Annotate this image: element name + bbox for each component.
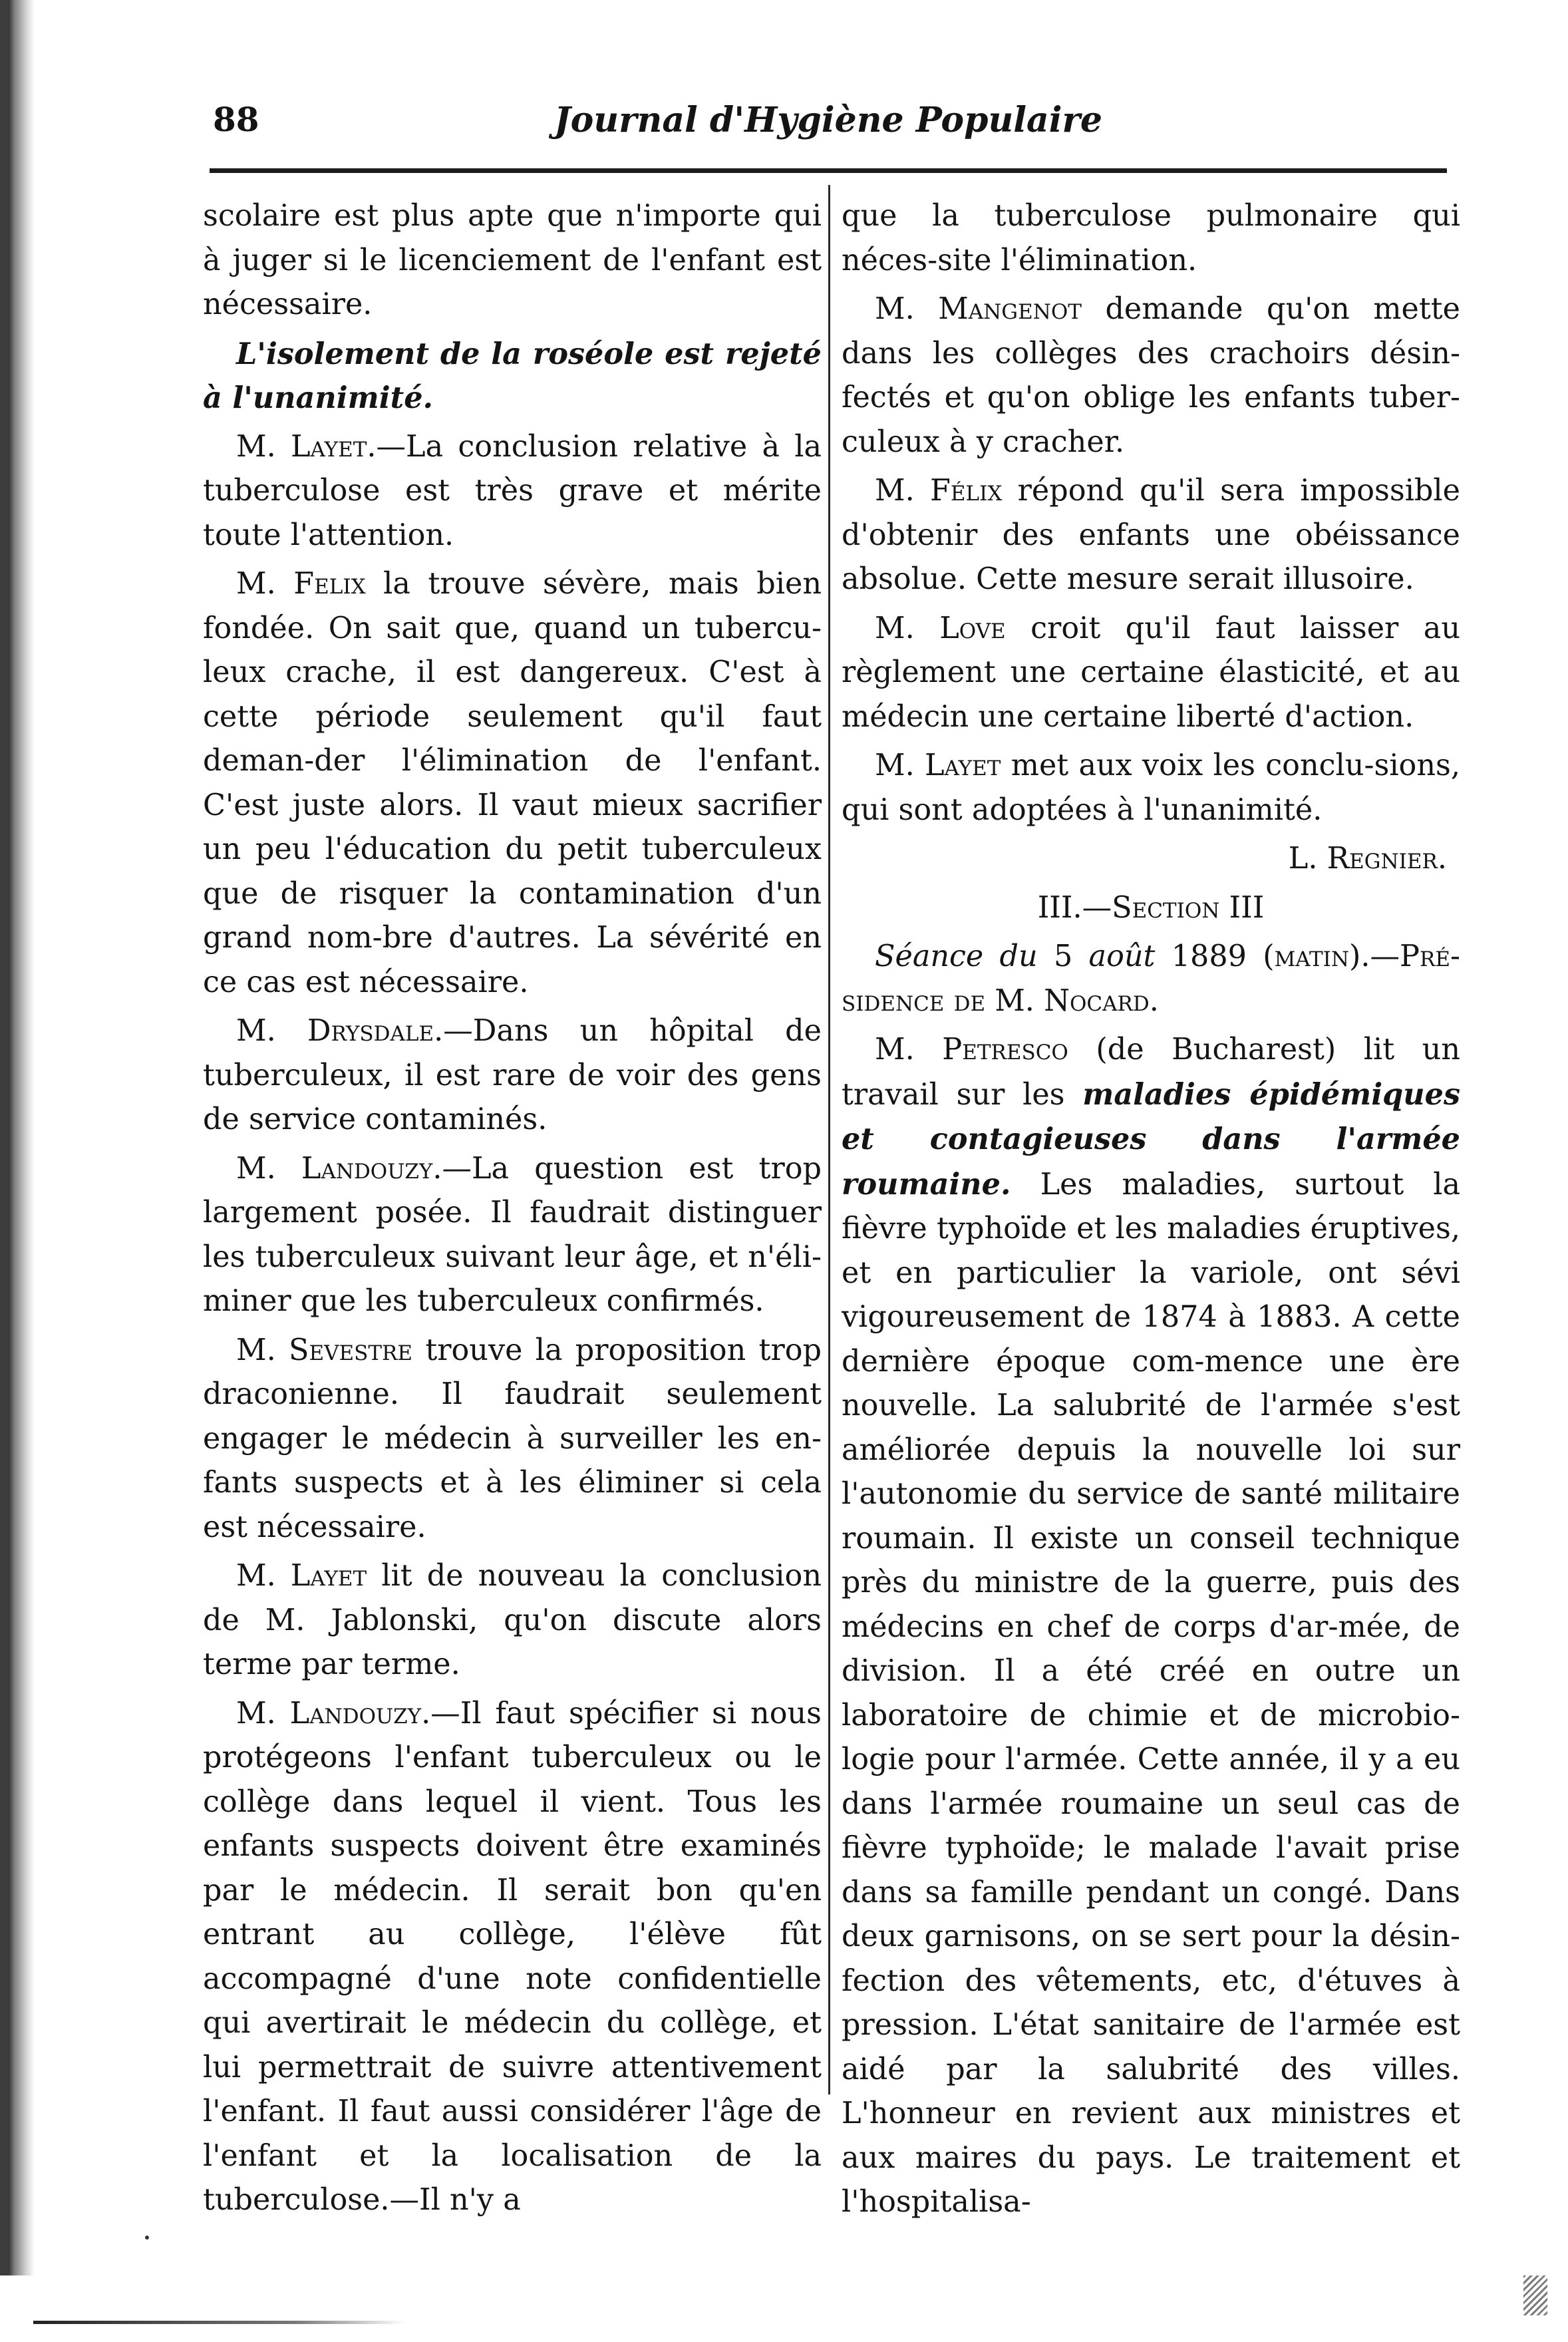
speaker-name: M. Mangenot bbox=[875, 292, 1082, 326]
speaker-name: M. Layet. bbox=[236, 429, 377, 464]
speaker-name: M. Love bbox=[875, 611, 1006, 645]
page-number: 88 bbox=[213, 100, 259, 139]
paragraph: M. Layet lit de nouveau la conclusion de M. Jablonski, qu'on discute alors terme par terme. bbox=[203, 1559, 822, 1681]
scan-corner-mark bbox=[1523, 2275, 1547, 2315]
scan-footer-stroke bbox=[33, 2321, 406, 2324]
speaker-name: M. Petresco bbox=[875, 1033, 1068, 1067]
paragraph: M. Layet met aux voix les conclu-sions, qui sont adoptées à l'unanimité. bbox=[842, 749, 1460, 827]
right-column bbox=[842, 194, 1460, 2230]
running-title: Journal d'Hygiène Populaire bbox=[554, 100, 1102, 140]
signature: L. Regnier. bbox=[1288, 842, 1447, 876]
paragraph: M. Love croit qu'il faut laisser au règlement une certaine élasticité, et au médecin une certaine liberté d'action. bbox=[842, 611, 1460, 734]
page-header bbox=[200, 100, 1457, 153]
paragraph: M. Petresco (de Bucharest) lit un travail sur les maladies épidémiques et contagieuses dans l'armée roumaine. Les maladies, surtout la fièvre typhoïde et les maladies éruptives, et en particulier la variole, ont sévi vigoureusement de 1874 à 1883. A cette dernière époque com-mence une ère nouvelle. La salubrité de l'armée s'est améliorée depuis la nouvelle loi sur l'autonomie du service de santé militaire roumain. Il existe un conseil technique près du ministre de la guerre, puis des médecins en chef de corps d'ar-mée, de division. Il a été créé en outre un laboratoire de chimie et de microbio-logie pour l'armée. Cette année, il y a eu dans l'armée roumaine un seul cas de fièvre typhoïde; le malade l'avait prise dans sa famille pendant un congé. Dans deux garnisons, on se sert pour la désin-fection des vêtements, etc, d'étuves à pression. L'état sanitaire de l'armée est aidé par la salubrité des villes. L'honneur en revient aux ministres et aux maires du pays. Le traitement et l'hospitalisa- bbox=[842, 1033, 1460, 2219]
paragraph: M. Félix répond qu'il sera impossible d'obtenir des enfants une obéissance absolue. Cette mesure serait illusoire. bbox=[842, 474, 1460, 596]
paragraph: M. Felix la trouve sévère, mais bien fondée. On sait que, quand un tubercu-leux crache, il est dangereux. C'est à cette période seulement qu'il faut deman-der l'élimination de l'enfant. C'est juste alors. Il vaut mieux sacrifier un peu l'éducation du petit tuberculeux que de risquer la contamination d'un grand nom-bre d'autres. La sévérité en ce cas est nécessaire. bbox=[203, 567, 822, 999]
column-divider bbox=[828, 185, 830, 2094]
speaker-name: M. Landouzy. bbox=[236, 1151, 442, 1186]
paragraph: que la tuberculose pulmonaire qui néces-site l'élimination. bbox=[842, 199, 1460, 277]
speaker-name: M. Landouzy. bbox=[236, 1696, 431, 1731]
paragraph: M. Drysdale.—Dans un hôpital de tuberculeux, il est rare de voir des gens de service contaminés. bbox=[203, 1014, 822, 1136]
scan-speck bbox=[145, 2236, 149, 2240]
paragraph: M. Layet.—La conclusion relative à la tuberculose est très grave et mérite toute l'attention. bbox=[203, 429, 822, 552]
speaker-name: M. Layet bbox=[875, 749, 1001, 782]
paragraph-resolution: L'isolement de la roséole est rejeté à l'unanimité. bbox=[203, 336, 822, 415]
section-heading: III.—Section III bbox=[1037, 890, 1265, 925]
speaker-name: M. Felix bbox=[236, 567, 366, 601]
speaker-name: M. Sevestre bbox=[236, 1333, 413, 1367]
paragraph: M. Landouzy.—Il faut spécifier si nous protégeons l'enfant tuberculeux ou le collège dans lequel il vient. Tous les enfants suspects doivent être examinés par le médecin. Il serait bon qu'en entrant au collège, l'élève fût accompagné d'une note confidentielle qui avertirait le médecin du collège, et lui permettrait de suivre attentivement l'enfant. Il faut aussi considérer l'âge de l'enfant et la localisation de la tuberculose.—Il n'y a bbox=[203, 1696, 822, 2217]
paragraph: M. Sevestre trouve la proposition trop draconienne. Il faudrait seulement engager le médecin à surveiller les en-fants suspects et à les éliminer si cela est nécessaire. bbox=[203, 1333, 822, 1544]
session-line: Séance du 5 août 1889 (matin).—Pré-sidence de M. Nocard. bbox=[842, 939, 1461, 1018]
scan-binding-edge bbox=[0, 0, 35, 2275]
header-rule bbox=[210, 168, 1447, 173]
speaker-name: M. Layet bbox=[236, 1559, 367, 1593]
speaker-name: M. Drysdale. bbox=[236, 1014, 444, 1048]
paragraph: M. Landouzy.—La question est trop largement posée. Il faudrait distinguer les tuberculeux suivant leur âge, et n'éli-miner que les tuberculeux confirmés. bbox=[203, 1151, 822, 1318]
paragraph: scolaire est plus apte que n'importe qui à juger si le licenciement de l'enfant est nécessaire. bbox=[203, 199, 822, 321]
speaker-name: M. Félix bbox=[875, 474, 1003, 508]
left-column bbox=[203, 194, 822, 2228]
work-title: maladies épidémiques et contagieuses dans l'armée roumaine. bbox=[842, 1077, 1460, 1202]
paragraph: M. Mangenot demande qu'on mette dans les collèges des crachoirs désin-fectés et qu'on oblige les enfants tuber-culeux à y cracher. bbox=[842, 292, 1460, 459]
